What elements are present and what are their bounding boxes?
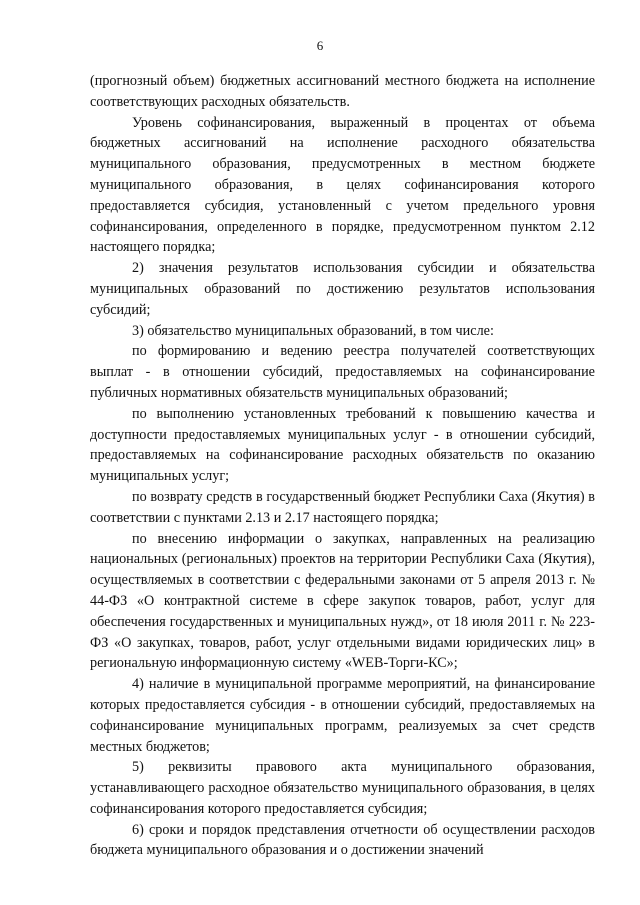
paragraph-item-5: 5) реквизиты правового акта муниципального образования, устанавливающего расходное обязательство муниципального образования, в целях софинансирования которого предоставляется субсидия; — [90, 759, 595, 817]
paragraph-procurement-info: по внесению информации о закупках, направленных на реализацию национальных (региональных) проектов на территории Республики Саха (Якутия), осуществляемых в соответствии с федеральными законами от 5 апреля 2013 г. № 44-ФЗ «О контрактной системе в сфере закупок товаров, работ, услуг для обеспечения государственных и муниципальных нужд», от 18 июля 2011 г. № 223-ФЗ «О закупках, товаров, работ, услуг отдельными видами юридических лиц» в региональную информационную систему «WEB-Торги-КС»; — [90, 530, 595, 672]
paragraph-cofinancing-level: Уровень софинансирования, выраженный в процентах от объема бюджетных ассигнований на исполнение расходного обязательства муниципального образования, предусмотренных в местном бюджете муниципального образования, в целях софинансирования которого предоставляется субсидия, установленный с учетом предельного уровня софинансирования, определенного в порядке, предусмотренном пунктом 2.12 настоящего порядка; — [90, 114, 595, 256]
paragraph-item-6: 6) сроки и порядок представления отчетности об осуществлении расходов бюджета муниципального образования и о достижении значений — [90, 821, 595, 859]
paragraph-funds-return: по возврату средств в государственный бюджет Республики Саха (Якутия) в соответствии с пунктами 2.13 и 2.17 настоящего порядка; — [90, 488, 595, 526]
document-body — [90, 71, 595, 861]
page-number: 6 — [316, 38, 324, 53]
paragraph-item-3: 3) обязательство муниципальных образований, в том числе: — [132, 322, 494, 339]
paragraph-recipients-registry: по формированию и ведению реестра получателей соответствующих выплат - в отношении субсидий, предоставляемых на софинансирование публичных нормативных обязательств муниципальных образований; — [90, 343, 595, 401]
paragraph-item-2: 2) значения результатов использования субсидии и обязательства муниципальных образований по достижению результатов использования субсидий; — [90, 260, 595, 318]
paragraph-item-4: 4) наличие в муниципальной программе мероприятий, на финансирование которых предоставляется субсидия - в отношении субсидий, предоставляемых на софинансирование муниципальных программ, реализуемых за счет средств местных бюджетов; — [90, 676, 595, 755]
paragraph-continuation: (прогнозный объем) бюджетных ассигнований местного бюджета на исполнение соответствующих расходных обязательств. — [90, 73, 595, 110]
paragraph-service-quality: по выполнению установленных требований к повышению качества и доступности предоставляемых муниципальных услуг - в отношении субсидий, предоставляемых на софинансирование расходных обязательств по оказанию муниципальных услуг; — [90, 405, 595, 485]
